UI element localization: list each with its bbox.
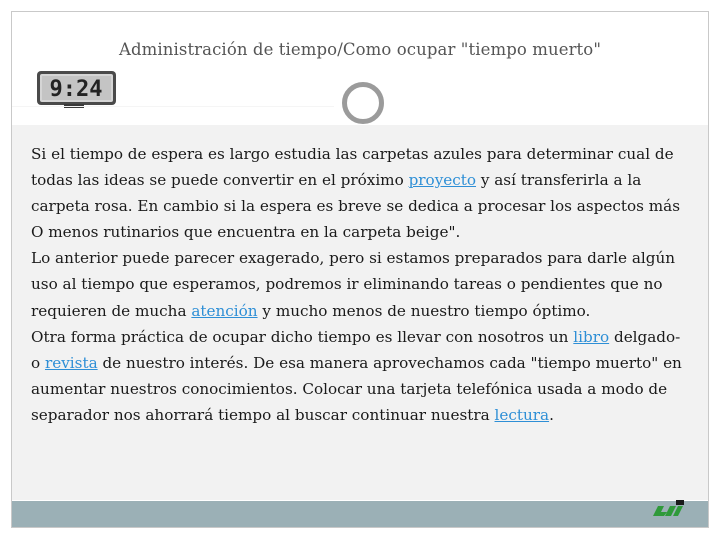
- content-area: [12, 125, 708, 500]
- link-revista[interactable]: revista: [44, 353, 98, 372]
- green-logo-icon: [652, 498, 684, 518]
- title-area: [12, 12, 708, 122]
- paragraph-1-text-b: y así transferirla a la carpeta rosa. En cambio si la espera es breve se dedica a procesar los aspectos más O menos rutinarios que encuentra en la carpeta beige".: [31, 171, 680, 242]
- link-lectura[interactable]: lectura: [494, 405, 550, 424]
- link-libro[interactable]: libro: [573, 327, 610, 346]
- clock-display: 9:24: [49, 77, 103, 102]
- title-divider: [12, 106, 334, 107]
- paragraph-3: [31, 324, 691, 428]
- slide-body-text: [31, 141, 691, 428]
- digital-clock-icon: [36, 69, 117, 109]
- paragraph-2: [31, 245, 691, 323]
- link-proyecto[interactable]: proyecto: [408, 171, 477, 190]
- paragraph-1-text-a: Si el tiempo de espera es largo estudia las carpetas azules para determinar cual de todas las ideas se puede convertir en el próximo: [31, 145, 674, 190]
- circle-ornament: [342, 82, 384, 124]
- paragraph-3-text-b: delgado- o: [31, 327, 681, 372]
- paragraph-3-text-end: .: [549, 405, 554, 424]
- paragraph-3-text-a: Otra forma práctica de ocupar dicho tiempo es llevar con nosotros un: [31, 327, 574, 346]
- paragraph-1: [31, 141, 691, 245]
- slide-frame: [11, 11, 709, 528]
- paragraph-3-text-c: de nuestro interés. De esa manera aprovechamos cada "tiempo muerto" en aumentar nuestros conocimientos. Colocar una tarjeta telefónica usada a modo de separador nos ahorrará tiempo al buscar continuar nuestra: [31, 353, 682, 424]
- paragraph-2-text-b: y mucho menos de nuestro tiempo óptimo.: [257, 301, 591, 320]
- paragraph-2-text-a: Lo anterior puede parecer exagerado, pero si estamos preparados para darle algún uso al tiempo que esperamos, podremos ir eliminando tareas o pendientes que no requieren de mucha: [31, 249, 676, 320]
- link-atencion[interactable]: atención: [191, 301, 258, 320]
- slide-title: Administración de tiempo/Como ocupar "tiempo muerto": [118, 40, 602, 59]
- footer-bar: [12, 501, 708, 527]
